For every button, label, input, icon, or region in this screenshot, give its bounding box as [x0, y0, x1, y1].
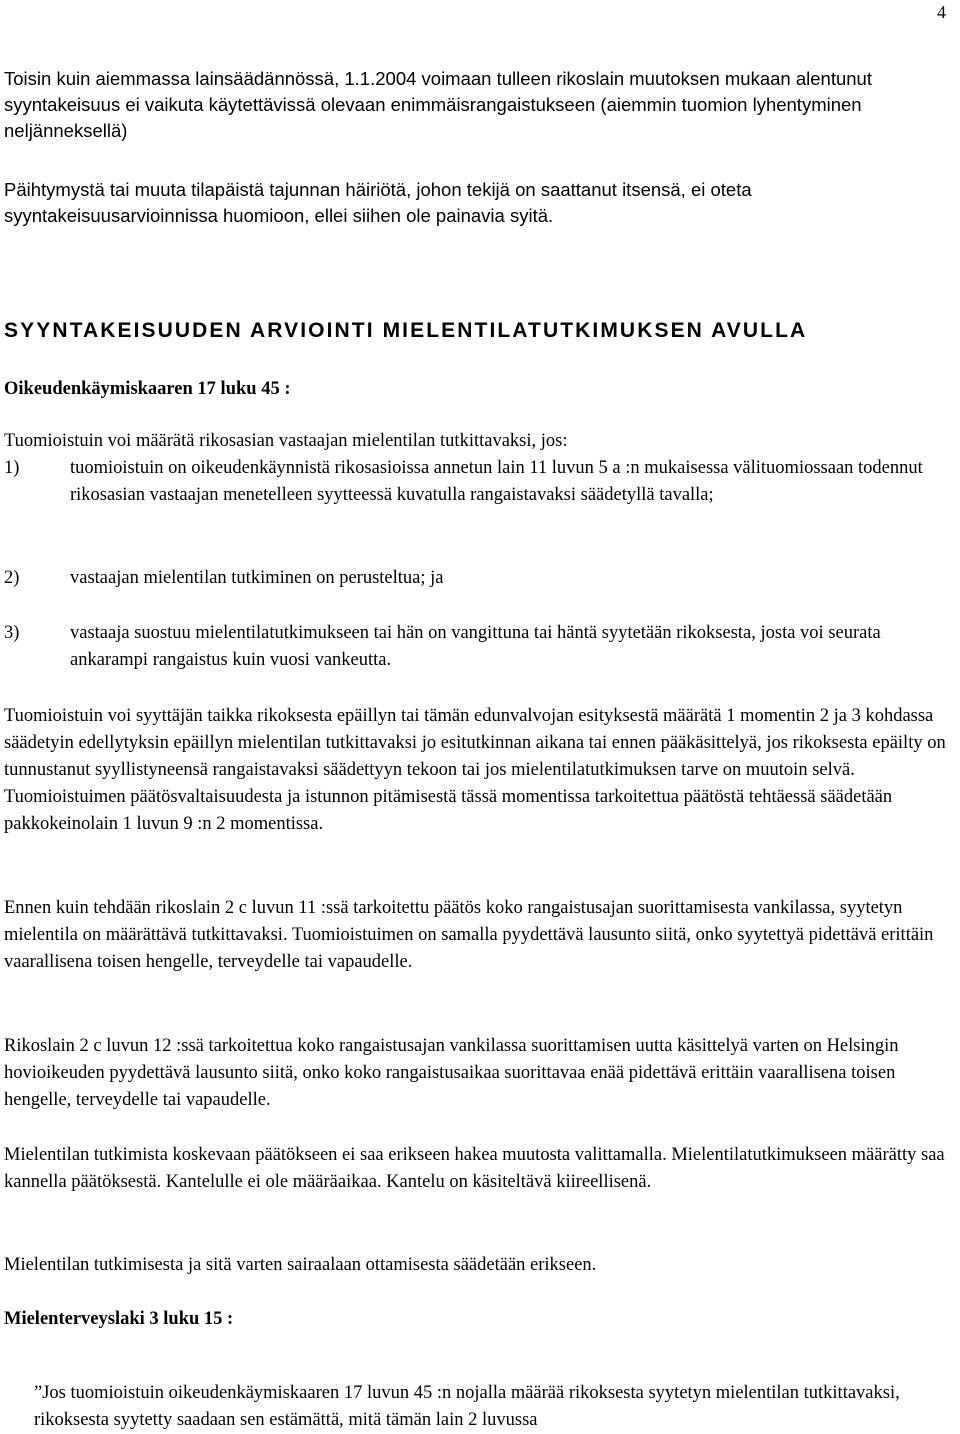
paragraph-hospital: Mielentilan tutkimisesta ja sitä varten sairaalaan ottamisesta säädetään erikseen. — [4, 1255, 597, 1275]
paragraph-appeal: Mielentilan tutkimista koskevaan päätökseen ei saa erikseen hakea muutosta valittamalla. Mielentilatutkimukseen määrätty saa kannella päätöksestä. Kantelulle ei ole määräaikaa. Kantelu on käsiteltävä kiireellisenä. — [4, 1145, 945, 1192]
list-item — [4, 565, 952, 592]
list-item — [4, 620, 952, 674]
list-item-text: vastaaja suostuu mielentilatutkimukseen tai hän on vangittuna tai häntä syytetään rikoksesta, josta voi seurata ankarampi rangaistus kuin vuosi vankeutta. — [70, 623, 881, 670]
page-number: 4 — [937, 2, 946, 22]
law-title-mental-health-act: Mielenterveyslaki 3 luku 15 : — [4, 1309, 234, 1329]
paragraph-before-decision: Ennen kuin tehdään rikoslain 2 c luvun 11 :ssä tarkoitettu päätös koko rangaistusajan suorittamisesta vankilassa, syytetyn mielentila on määrättävä tutkittavaksi. Tuomioistuimen on samalla pyydettävä lausunto siitä, onko syytettyä pidettävä erittäin vaarallisena toisen hengelle, terveydelle tai vapaudelle. — [4, 898, 934, 972]
list-item-number: 1) — [4, 458, 20, 478]
intro-paragraph-1: Toisin kuin aiemmassa lainsäädännössä, 1.1.2004 voimaan tulleen rikoslain muutoksen mukaan alentunut syyntakeisuus ei vaikuta käytettävissä olevaan enimmäisrangaistukseen (aiemmin tuomion lyhentyminen neljänneksellä) — [4, 68, 872, 141]
list-item-text: vastaajan mielentilan tutkiminen on perusteltua; ja — [70, 568, 444, 588]
list-item-number: 2) — [4, 568, 20, 588]
list-item — [4, 455, 952, 509]
paragraph-new-hearing: Rikoslain 2 c luvun 12 :ssä tarkoitettua koko rangaistusajan vankilassa suorittamisen uutta käsittelyä varten on Helsingin hovioikeuden pyydettävä lausunto siitä, onko koko rangaistusaikaa suorittavaa enää pidettävä erittäin vaarallisena toisen hengelle, terveydelle tai vapaudelle. — [4, 1036, 899, 1110]
law-lead-text: Tuomioistuin voi määrätä rikosasian vastaajan mielentilan tutkittavaksi, jos: — [4, 431, 568, 451]
list-item-number: 3) — [4, 623, 20, 643]
section-heading: SYYNTAKEISUUDEN ARVIOINTI MIELENTILATUTKIMUKSEN AVULLA — [4, 319, 808, 342]
law-quote: ”Jos tuomioistuin oikeudenkäymiskaaren 17 luvun 45 :n nojalla määrää rikoksesta syytetyn mielentilan tutkittavaksi, rikoksesta syytetty saadaan sen estämättä, mitä tämän lain 2 luvussa — [34, 1382, 900, 1430]
paragraph-court-order: Tuomioistuin voi syyttäjän taikka rikoksesta epäillyn tai tämän edunvalvojan esityksestä määrätä 1 momentin 2 ja 3 kohdassa säädetyin edellytyksin epäillyn mielentilan tutkittavaksi jo esitutkinnan aikana tai ennen pääkäsittelyä, jos rikoksesta epäilty on tunnustanut syyllistyneensä rangaistavaksi säädettyyn tekoon tai jos mielentilatutkimuksen tarve on muutoin selvä. Tuomioistuimen päätösvaltaisuudesta ja istunnon pitämisestä tässä momentissa tarkoitettua päätöstä tehtäessä säädetään pakkokeinolain 1 luvun 9 :n 2 momentissa. — [4, 706, 946, 834]
law-title-okl: Oikeudenkäymiskaaren 17 luku 45 : — [4, 379, 291, 399]
list-item-text: tuomioistuin on oikeudenkäynnistä rikosasioissa annetun lain 11 luvun 5 a :n mukaisessa välituomiossaan todennut rikosasian vastaajan menetelleen syytteessä kuvatulla rangaistavaksi säädetyllä tavalla; — [70, 458, 923, 505]
intro-paragraph-2: Päihtymystä tai muuta tilapäistä tajunnan häiriötä, johon tekijä on saattanut itsensä, ei oteta syyntakeisuusarvioinnissa huomioon, ellei siihen ole painavia syitä. — [4, 179, 752, 226]
